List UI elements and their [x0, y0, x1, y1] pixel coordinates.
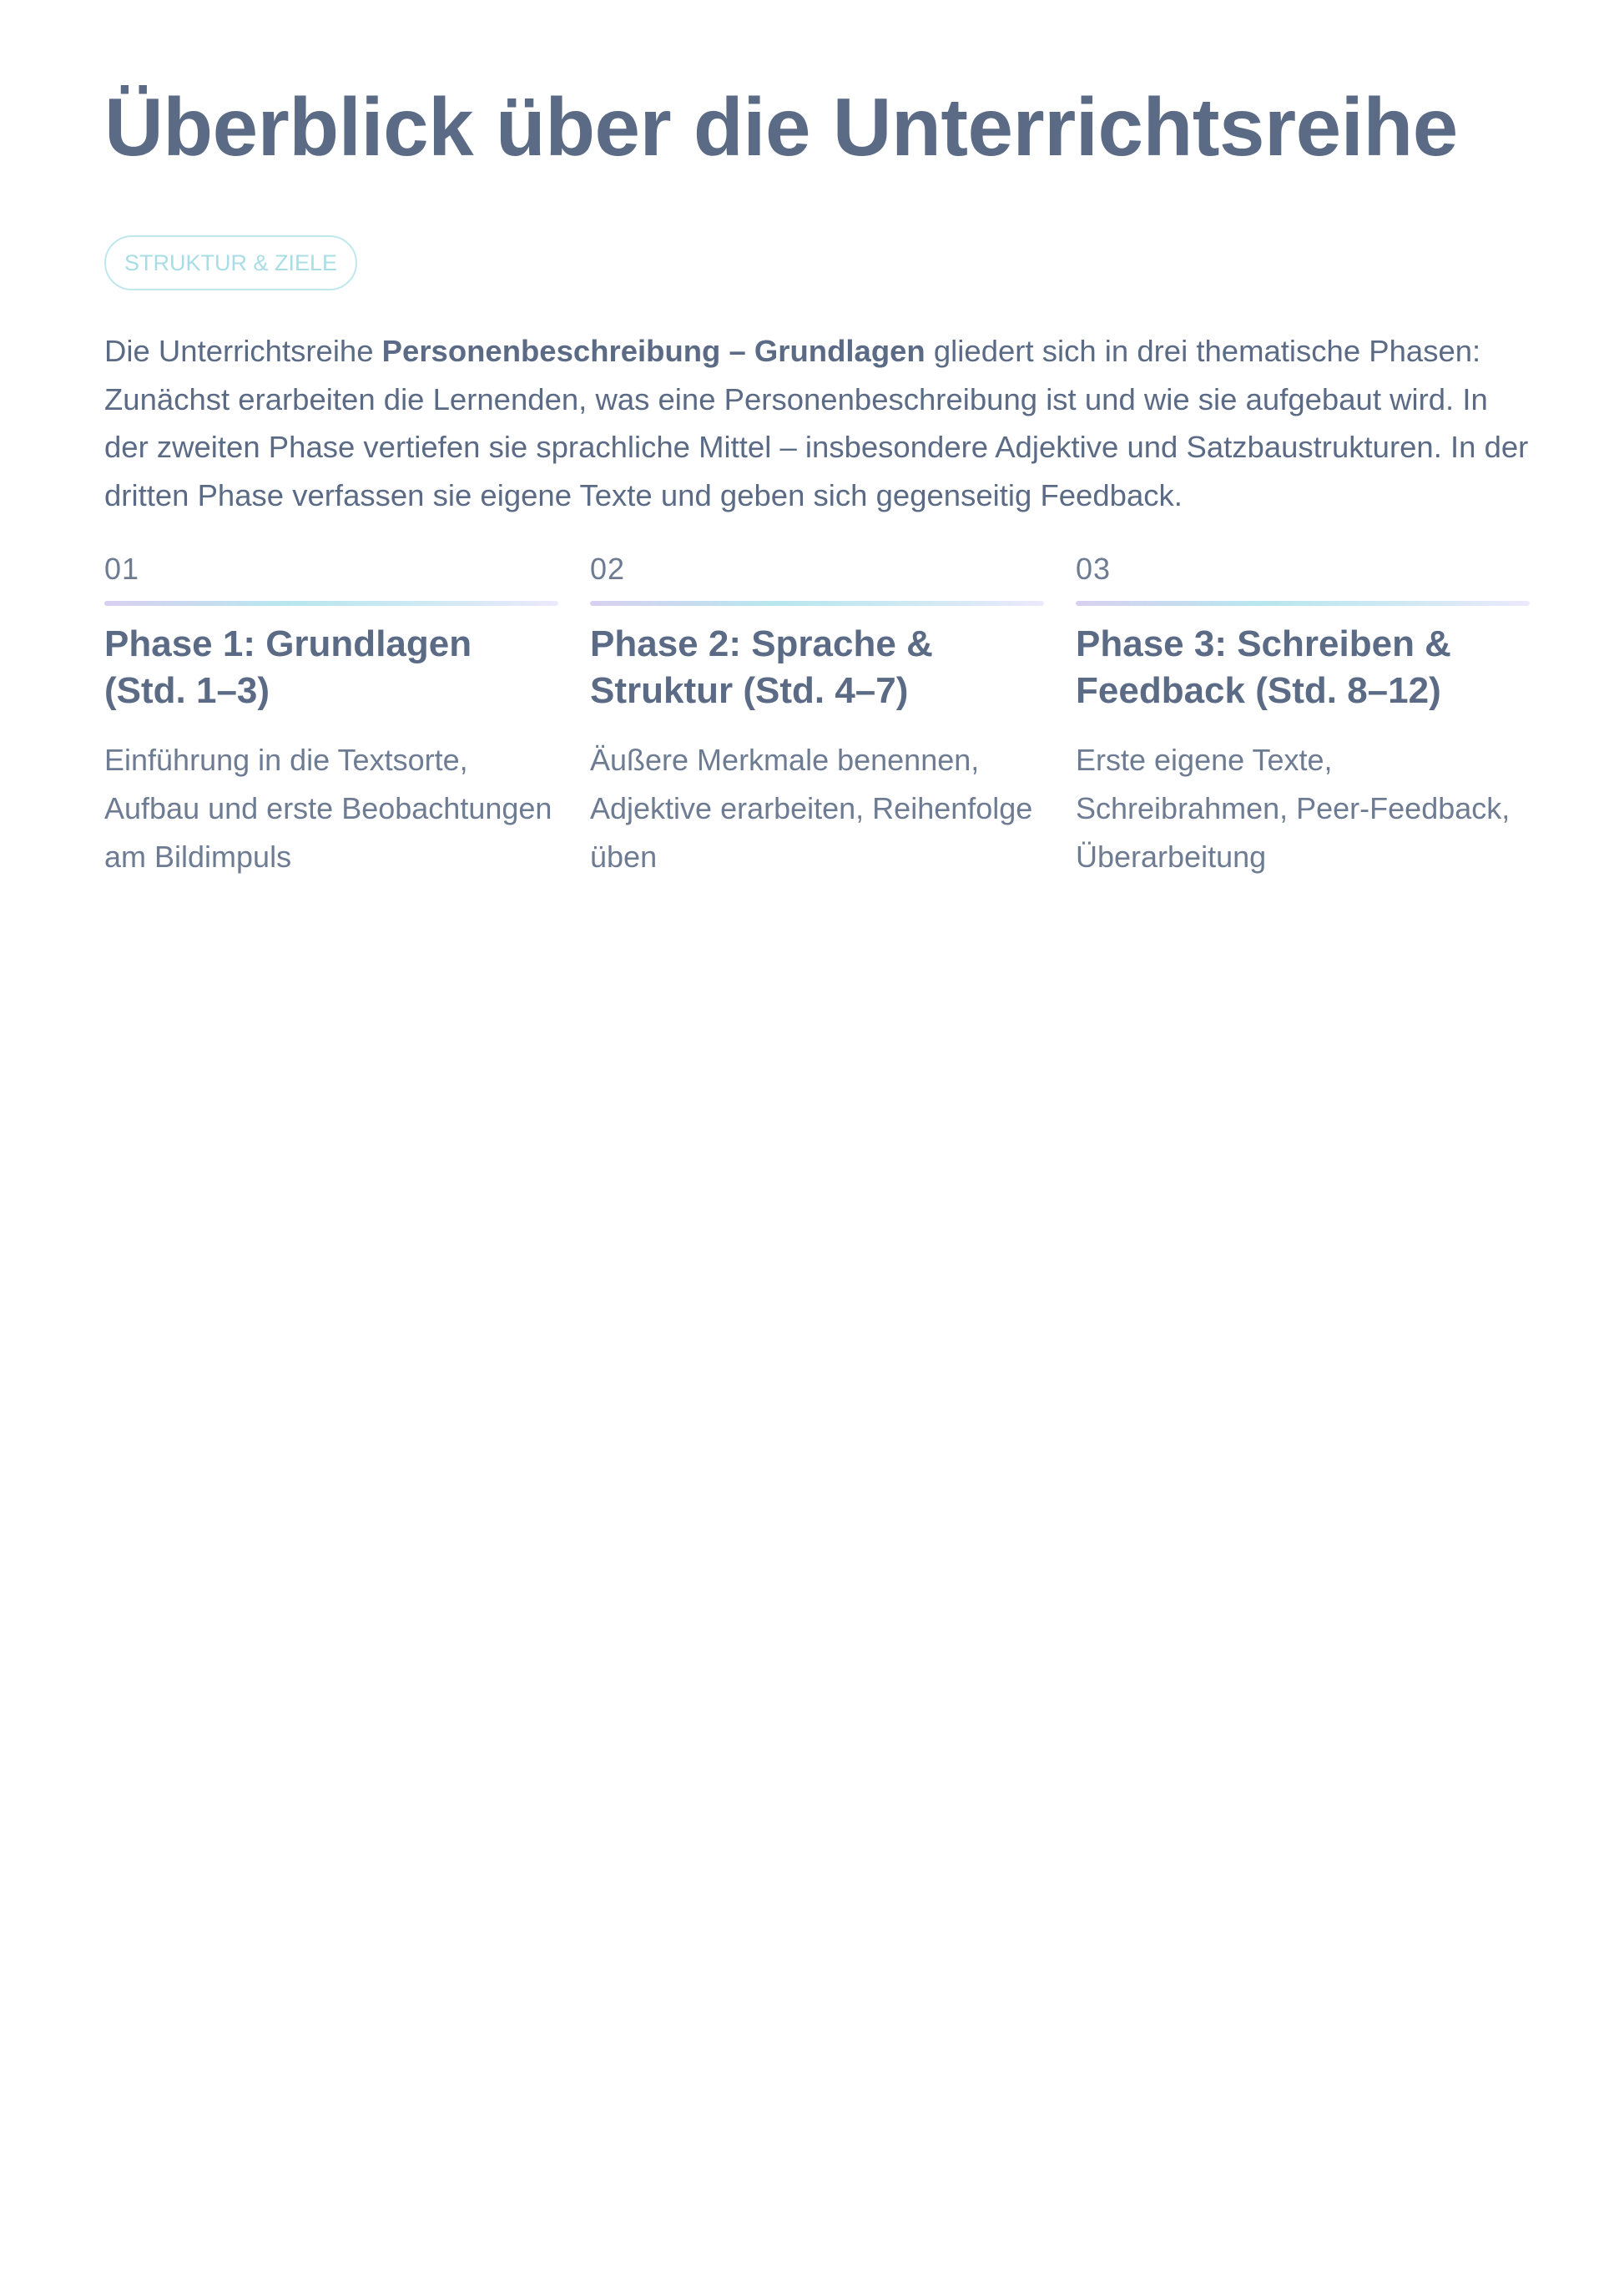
section-tag: STRUKTUR & ZIELE — [104, 235, 357, 290]
page-title: Überblick über die Unterrichtsreihe — [104, 81, 1458, 173]
phase-title: Phase 2: Sprache & Struktur (Std. 4–7) — [590, 623, 933, 711]
phase-title: Phase 3: Schreiben & Feedback (Std. 8–12) — [1076, 623, 1451, 711]
intro-paragraph — [104, 327, 1530, 519]
phase-description: Äußere Merkmale benennen, Adjektive erarbeiten, Reihenfolge üben — [590, 743, 1033, 874]
phase-number: 03 — [1076, 552, 1112, 586]
phase-divider — [590, 601, 1044, 606]
phase-description: Erste eigene Texte, Schreibrahmen, Peer-Feedback, Überarbeitung — [1076, 743, 1511, 874]
phase-description: Einführung in die Textsorte, Aufbau und erste Beobachtungen am Bildimpuls — [104, 743, 552, 874]
intro-text-before: Die Unterrichtsreihe — [104, 334, 382, 368]
phase-divider — [104, 601, 558, 606]
phase-title: Phase 1: Grundlagen (Std. 1–3) — [104, 623, 472, 711]
phase-number: 02 — [590, 552, 626, 586]
intro-emphasis: Personenbeschreibung – Grundlagen — [381, 334, 925, 368]
phase-divider — [1076, 601, 1530, 606]
intro-text-after: gliedert sich in drei thematische Phasen: Zunächst erarbeiten die Lernenden, was eine Personenbeschreibung ist und wie sie aufgebaut wird. In der zweiten Phase vertiefen sie sprachliche Mittel – insbesondere Adjektive und Satzbaustrukturen. In der dritten Phase verfassen sie eigene Texte und geben sich gegenseitig Feedback. — [104, 334, 1529, 512]
phase-overview — [104, 551, 1530, 885]
phase-number: 01 — [104, 552, 140, 586]
